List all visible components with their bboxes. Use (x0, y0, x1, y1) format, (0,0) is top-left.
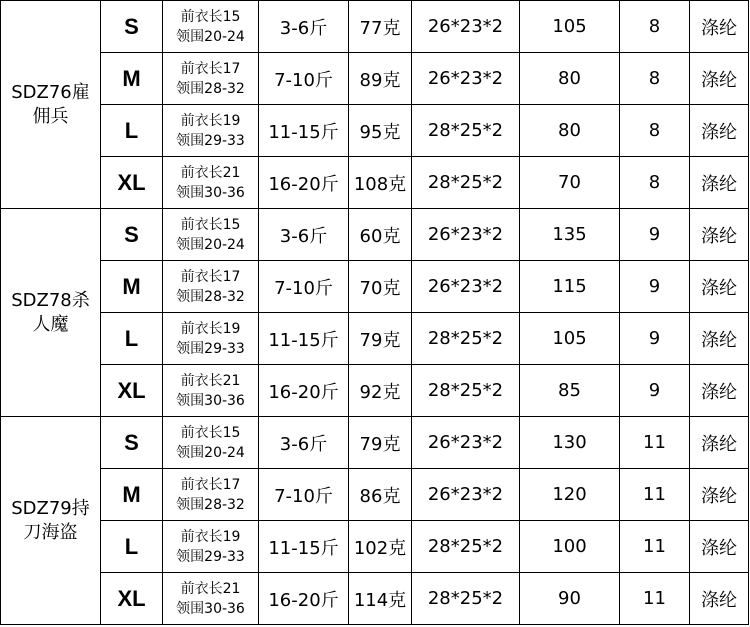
package-size-cell: 26*23*2 (412, 53, 520, 105)
box-weight-cell: 9 (620, 261, 690, 313)
quantity-cell: 130 (520, 417, 620, 469)
collar-text: 领围29-33 (176, 548, 245, 565)
table-row (1, 105, 749, 157)
measurements-cell (163, 209, 259, 261)
material-cell: 涤纶 (690, 573, 749, 625)
box-weight-cell: 9 (620, 209, 690, 261)
collar-text: 领围29-33 (176, 132, 245, 149)
package-size-cell: 26*23*2 (412, 469, 520, 521)
quantity-cell: 135 (520, 209, 620, 261)
collar-text: 领围20-24 (176, 236, 245, 253)
table-row (1, 417, 749, 469)
box-weight-cell: 9 (620, 313, 690, 365)
material-cell: 涤纶 (690, 417, 749, 469)
measurements-cell (163, 469, 259, 521)
table-row (1, 1, 749, 53)
item-weight-cell: 102克 (349, 521, 412, 573)
box-weight-cell: 11 (620, 417, 690, 469)
pet-weight-cell: 11-15斤 (259, 105, 349, 157)
measurements-cell (163, 53, 259, 105)
item-weight-cell: 114克 (349, 573, 412, 625)
front-length-text: 前衣长17 (180, 60, 241, 77)
quantity-cell: 85 (520, 365, 620, 417)
pet-weight-cell: 11-15斤 (259, 521, 349, 573)
package-size-cell: 26*23*2 (412, 417, 520, 469)
front-length-text: 前衣长19 (180, 320, 241, 337)
box-weight-cell: 8 (620, 1, 690, 53)
item-weight-cell: 86克 (349, 469, 412, 521)
package-size-cell: 28*25*2 (412, 365, 520, 417)
pet-weight-cell: 7-10斤 (259, 53, 349, 105)
item-weight-cell: 79克 (349, 313, 412, 365)
size-cell: S (101, 209, 163, 261)
product-name-line1: SDZ78杀 (11, 289, 90, 311)
package-size-cell: 28*25*2 (412, 157, 520, 209)
measurements-cell (163, 573, 259, 625)
material-cell: 涤纶 (690, 157, 749, 209)
box-weight-cell: 8 (620, 53, 690, 105)
quantity-cell: 100 (520, 521, 620, 573)
item-weight-cell: 95克 (349, 105, 412, 157)
collar-text: 领围28-32 (176, 496, 245, 513)
collar-text: 领围28-32 (176, 288, 245, 305)
size-cell: XL (101, 573, 163, 625)
collar-text: 领围20-24 (176, 28, 245, 45)
item-weight-cell: 89克 (349, 53, 412, 105)
collar-text: 领围30-36 (176, 184, 245, 201)
item-weight-cell: 70克 (349, 261, 412, 313)
material-cell: 涤纶 (690, 1, 749, 53)
front-length-text: 前衣长21 (180, 372, 241, 389)
product-name-line2: 人魔 (32, 313, 69, 335)
pet-weight-cell: 3-6斤 (259, 417, 349, 469)
material-cell: 涤纶 (690, 521, 749, 573)
size-cell: L (101, 521, 163, 573)
front-length-text: 前衣长21 (180, 580, 241, 597)
box-weight-cell: 11 (620, 469, 690, 521)
size-cell: S (101, 1, 163, 53)
table-row (1, 53, 749, 105)
package-size-cell: 28*25*2 (412, 105, 520, 157)
pet-weight-cell: 11-15斤 (259, 313, 349, 365)
measurements-cell (163, 365, 259, 417)
package-size-cell: 28*25*2 (412, 573, 520, 625)
product-name-line1: SDZ76雇 (11, 81, 90, 103)
quantity-cell: 80 (520, 53, 620, 105)
product-name-cell (1, 209, 101, 417)
front-length-text: 前衣长15 (180, 8, 241, 25)
size-cell: S (101, 417, 163, 469)
front-length-text: 前衣长15 (180, 216, 241, 233)
measurements-cell (163, 521, 259, 573)
quantity-cell: 115 (520, 261, 620, 313)
front-length-text: 前衣长17 (180, 268, 241, 285)
measurements-cell (163, 1, 259, 53)
pet-weight-cell: 16-20斤 (259, 365, 349, 417)
size-cell: XL (101, 157, 163, 209)
box-weight-cell: 9 (620, 365, 690, 417)
measurements-cell (163, 157, 259, 209)
quantity-cell: 70 (520, 157, 620, 209)
material-cell: 涤纶 (690, 365, 749, 417)
pet-weight-cell: 7-10斤 (259, 261, 349, 313)
size-cell: M (101, 469, 163, 521)
quantity-cell: 105 (520, 313, 620, 365)
table-row (1, 209, 749, 261)
front-length-text: 前衣长17 (180, 476, 241, 493)
box-weight-cell: 11 (620, 521, 690, 573)
package-size-cell: 26*23*2 (412, 209, 520, 261)
product-name-cell (1, 1, 101, 209)
table-row (1, 573, 749, 625)
pet-weight-cell: 16-20斤 (259, 157, 349, 209)
package-size-cell: 26*23*2 (412, 1, 520, 53)
table-row (1, 313, 749, 365)
package-size-cell: 28*25*2 (412, 313, 520, 365)
quantity-cell: 80 (520, 105, 620, 157)
pet-weight-cell: 7-10斤 (259, 469, 349, 521)
pet-weight-cell: 3-6斤 (259, 1, 349, 53)
material-cell: 涤纶 (690, 209, 749, 261)
box-weight-cell: 11 (620, 573, 690, 625)
quantity-cell: 105 (520, 1, 620, 53)
front-length-text: 前衣长15 (180, 424, 241, 441)
quantity-cell: 120 (520, 469, 620, 521)
item-weight-cell: 79克 (349, 417, 412, 469)
front-length-text: 前衣长19 (180, 528, 241, 545)
measurements-cell (163, 417, 259, 469)
quantity-cell: 90 (520, 573, 620, 625)
product-name-cell (1, 417, 101, 625)
material-cell: 涤纶 (690, 261, 749, 313)
size-cell: XL (101, 365, 163, 417)
size-cell: M (101, 261, 163, 313)
collar-text: 领围30-36 (176, 600, 245, 617)
material-cell: 涤纶 (690, 313, 749, 365)
material-cell: 涤纶 (690, 53, 749, 105)
package-size-cell: 28*25*2 (412, 521, 520, 573)
size-cell: L (101, 313, 163, 365)
product-name-line2: 佣兵 (32, 105, 69, 127)
package-size-cell: 26*23*2 (412, 261, 520, 313)
collar-text: 领围29-33 (176, 340, 245, 357)
material-cell: 涤纶 (690, 469, 749, 521)
measurements-cell (163, 105, 259, 157)
box-weight-cell: 8 (620, 157, 690, 209)
pet-weight-cell: 3-6斤 (259, 209, 349, 261)
item-weight-cell: 108克 (349, 157, 412, 209)
table-body (1, 1, 749, 625)
box-weight-cell: 8 (620, 105, 690, 157)
item-weight-cell: 77克 (349, 1, 412, 53)
product-name-line2: 刀海盗 (23, 521, 78, 543)
product-name-line1: SDZ79持 (11, 497, 90, 519)
pet-weight-cell: 16-20斤 (259, 573, 349, 625)
collar-text: 领围20-24 (176, 444, 245, 461)
measurements-cell (163, 261, 259, 313)
table-row (1, 365, 749, 417)
front-length-text: 前衣长21 (180, 164, 241, 181)
item-weight-cell: 92克 (349, 365, 412, 417)
item-weight-cell: 60克 (349, 209, 412, 261)
collar-text: 领围30-36 (176, 392, 245, 409)
collar-text: 领围28-32 (176, 80, 245, 97)
front-length-text: 前衣长19 (180, 112, 241, 129)
table-row (1, 157, 749, 209)
size-cell: L (101, 105, 163, 157)
table-row (1, 261, 749, 313)
table-row (1, 469, 749, 521)
measurements-cell (163, 313, 259, 365)
table-row (1, 521, 749, 573)
material-cell: 涤纶 (690, 105, 749, 157)
size-cell: M (101, 53, 163, 105)
